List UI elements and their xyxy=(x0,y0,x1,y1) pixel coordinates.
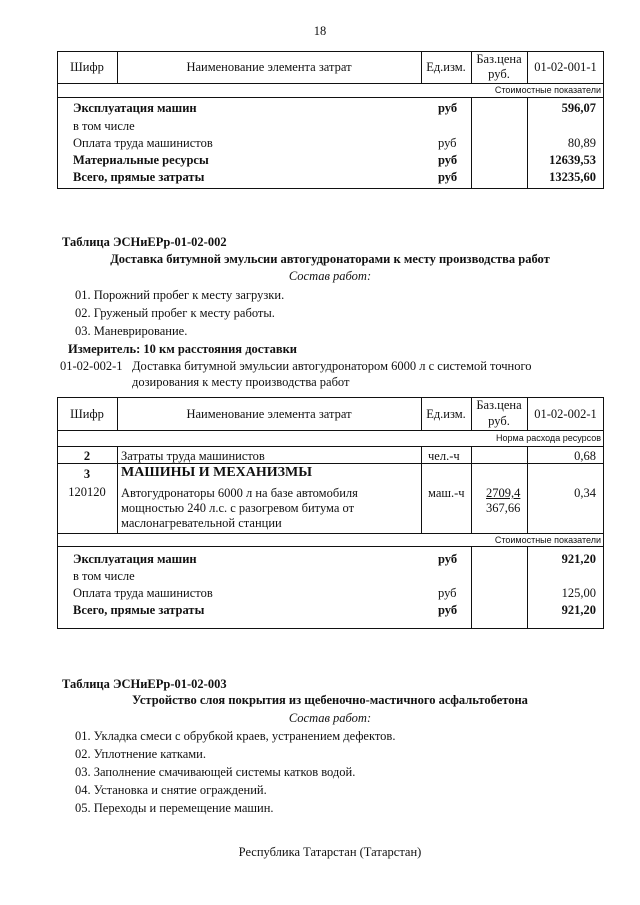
section-2-item-text: Доставка битумной эмульсии автогудронатором 6000 л с системой точного xyxy=(132,359,532,373)
table-2-header-price: Баз.цена xyxy=(476,398,522,412)
section-2-item-text: дозирования к месту производства работ xyxy=(132,375,350,389)
table-2-row-name: Оплата труда машинистов xyxy=(73,586,213,600)
table-1-header-name: Наименование элемента затрат xyxy=(186,60,352,74)
table-2-section-cost: Стоимостные показатели xyxy=(494,535,601,545)
table-2-machine-name: маслонагревательной станции xyxy=(121,516,282,530)
section-2-work-item: 03. Маневрирование. xyxy=(75,324,188,338)
table-2-labor-code: 2 xyxy=(83,449,91,463)
table-2-labor-value: 0,68 xyxy=(574,449,596,463)
table-1-row-name: в том числе xyxy=(73,119,135,133)
table-2-row-unit: руб xyxy=(438,586,457,600)
section-2-work-item: 01. Порожний пробег к месту загрузки. xyxy=(75,288,285,302)
section-3-title: Устройство слоя покрытия из щебеночно-мастичного асфальтобетона xyxy=(132,693,528,707)
table-2-row-unit: руб xyxy=(438,603,458,617)
section-3-work-item: 04. Установка и снятие ограждений. xyxy=(75,783,267,797)
table-2-row-name: Эксплуатация машин xyxy=(73,552,197,566)
section-3-work-item: 03. Заполнение смачивающей системы катков водой. xyxy=(75,765,356,779)
table-1-row-name: Всего, прямые затраты xyxy=(73,170,205,184)
table-2-row-value: 921,20 xyxy=(561,603,596,617)
table-2-row-unit: руб xyxy=(438,552,458,566)
table-1-row-value: 13235,60 xyxy=(549,170,596,184)
table-1-row-unit: руб xyxy=(438,136,457,150)
table-2-header-norm: 01-02-002-1 xyxy=(534,407,597,421)
table-2-machine-price-1: 2709,4 xyxy=(486,486,521,500)
table-1-header-unit: Ед.изм. xyxy=(426,60,466,74)
table-1-header-code: Шифр xyxy=(70,60,104,74)
table-1-row-name: Эксплуатация машин xyxy=(73,101,197,115)
table-1-row-value: 12639,53 xyxy=(549,153,596,167)
section-3-work-item: 02. Уплотнение катками. xyxy=(75,747,206,761)
table-2-header-name: Наименование элемента затрат xyxy=(186,407,352,421)
table-1-row-unit: руб xyxy=(438,153,458,167)
table-2-machine-price-2: 367,66 xyxy=(486,501,521,515)
table-1-row-name: Оплата труда машинистов xyxy=(73,136,213,150)
table-1-header-price: Баз.цена xyxy=(476,52,522,66)
section-2-meter: Измеритель: 10 км расстояния доставки xyxy=(68,342,298,356)
table-1-header-price-unit: руб. xyxy=(488,67,510,81)
table-2-machine-code: 120120 xyxy=(68,485,106,499)
table-2-labor-unit: чел.-ч xyxy=(428,449,460,463)
page-number: 18 xyxy=(313,24,327,38)
section-3-table-label: Таблица ЭСНиЕРр-01-02-003 xyxy=(62,677,227,691)
table-1-row-value: 80,89 xyxy=(567,136,596,150)
section-2-composition-heading: Состав работ: xyxy=(288,269,372,283)
table-2-header-price-unit: руб. xyxy=(488,414,510,428)
table-2-header-code: Шифр xyxy=(70,407,104,421)
table-1-row-name: Материальные ресурсы xyxy=(73,153,209,167)
page-footer: Республика Татарстан (Татарстан) xyxy=(238,845,422,859)
table-2-header-unit: Ед.изм. xyxy=(426,407,466,421)
table-2-row-name: в том числе xyxy=(73,569,135,583)
section-2-table-label: Таблица ЭСНиЕРр-01-02-002 xyxy=(62,235,227,249)
table-2-row-value: 921,20 xyxy=(561,552,596,566)
table-2-machine-unit: маш.-ч xyxy=(428,486,465,500)
table-2-row-name: Всего, прямые затраты xyxy=(73,603,205,617)
table-1-header-norm: 01-02-001-1 xyxy=(534,60,597,74)
table-2-machine-name: мощностью 240 л.с. с разогревом битума от xyxy=(121,501,355,515)
table-1-row-unit: руб xyxy=(438,170,458,184)
section-2-item-code: 01-02-002-1 xyxy=(60,359,123,373)
table-1-section-cost: Стоимостные показатели xyxy=(494,85,601,95)
table-2-section-norm: Норма расхода ресурсов xyxy=(496,433,601,443)
table-1-row-unit: руб xyxy=(438,101,458,115)
section-3-work-item: 01. Укладка смеси с обрубкой краев, устранением дефектов. xyxy=(75,729,396,743)
table-2-labor-name: Затраты труда машинистов xyxy=(121,449,265,463)
section-3-composition-heading: Состав работ: xyxy=(288,711,372,725)
table-1-row-value: 596,07 xyxy=(561,101,596,115)
section-3-work-item: 05. Переходы и перемещение машин. xyxy=(75,801,274,815)
section-2-work-item: 02. Груженый пробег к месту работы. xyxy=(75,306,275,320)
table-2-machine-value: 0,34 xyxy=(574,486,596,500)
table-2-machines-code: 3 xyxy=(83,467,91,481)
table-2-row-value: 125,00 xyxy=(561,586,596,600)
table-2-machine-name: Автогудронаторы 6000 л на базе автомобиля xyxy=(121,486,358,500)
table-2-machines-name: МАШИНЫ И МЕХАНИЗМЫ xyxy=(121,465,313,480)
section-2-title: Доставка битумной эмульсии автогудронаторами к месту производства работ xyxy=(110,252,550,266)
